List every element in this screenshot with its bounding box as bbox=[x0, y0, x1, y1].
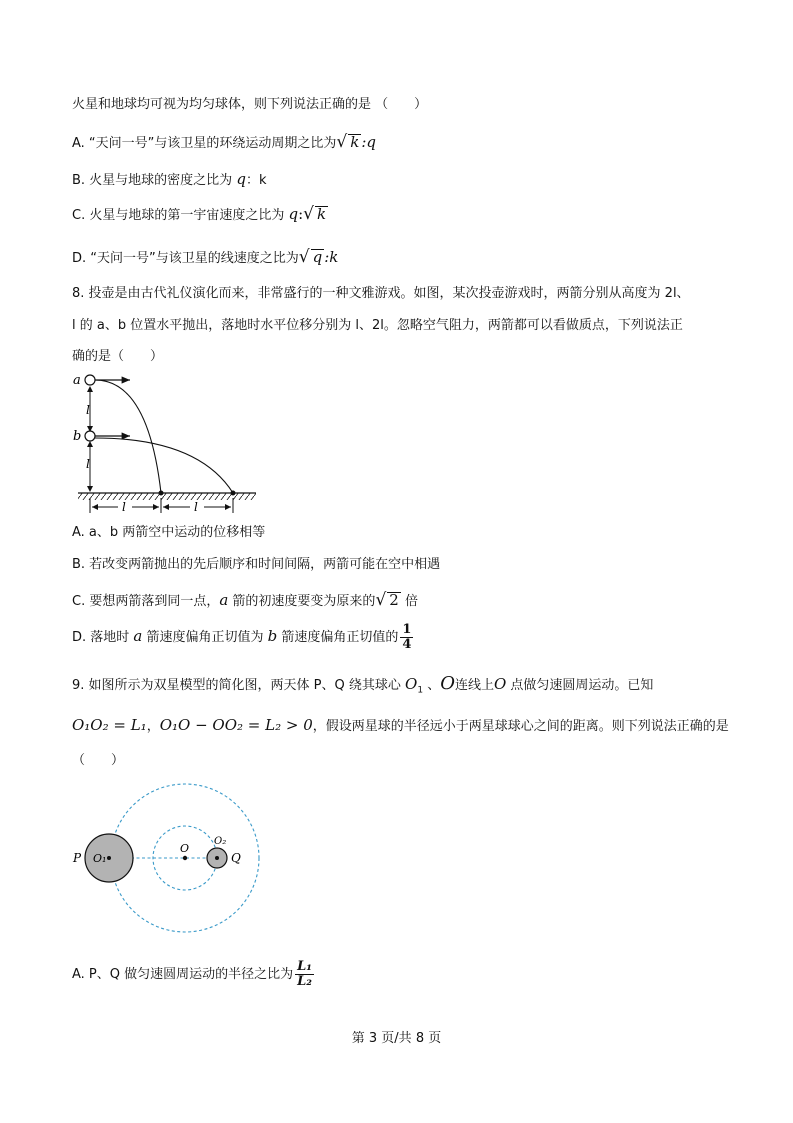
question-intro: 火星和地球均可视为均匀球体，则下列说法正确的是 （ ） bbox=[72, 97, 428, 112]
q7-b-rest: ：k bbox=[245, 173, 267, 188]
q9-o1: O bbox=[405, 675, 418, 693]
q7-a-text: A. “天问一号”与该卫星的环绕运动周期之比为 bbox=[72, 136, 337, 151]
q8-d-var1: a bbox=[133, 627, 143, 645]
q7-a-radicand: k bbox=[350, 133, 360, 151]
q7-option-c bbox=[72, 205, 328, 225]
q8-fig-l-lower: l bbox=[86, 457, 90, 471]
q7-d-radicand: q bbox=[312, 248, 323, 266]
q9-eq1: O₁O₂ = L₁ bbox=[72, 716, 147, 734]
fraction-numerator: L₁ bbox=[297, 959, 312, 974]
q9-stem-line2 bbox=[72, 716, 729, 736]
q9-fig-O1: O₁ bbox=[93, 852, 107, 865]
q8-c-radicand: 2 bbox=[389, 591, 399, 609]
q7-b-text: B. 火星与地球的密度之比为 bbox=[72, 173, 237, 188]
q9-a-text: A. P、Q 做匀速圆周运动的半径之比为 bbox=[72, 967, 294, 982]
q8-option-b: B. 若改变两箭抛出的先后顺序和时间间隔，两箭可能在空中相遇 bbox=[72, 557, 441, 572]
q7-option-d bbox=[72, 248, 338, 268]
q9-fig-P: P bbox=[73, 851, 82, 865]
q8-c-var: a bbox=[219, 591, 229, 609]
sqrt-sign: √ bbox=[375, 590, 387, 610]
q9-eq-sep: ， bbox=[146, 719, 160, 734]
fraction-numerator: 1 bbox=[402, 622, 412, 637]
q7-b-var: q bbox=[236, 170, 246, 188]
q7-c-radicand: k bbox=[317, 205, 327, 223]
q8-c-mid: 箭的初速度要变为原来的 bbox=[228, 594, 376, 609]
q8-option-d bbox=[72, 623, 413, 652]
q8-projectile-figure bbox=[68, 368, 268, 518]
q8-d-rest: 箭速度偏角正切值的 bbox=[277, 630, 399, 645]
q8-option-a: A. a、b 两箭空中运动的位移相等 bbox=[72, 525, 266, 540]
q8-d-mid: 箭速度偏角正切值为 bbox=[142, 630, 268, 645]
q8-fig-label-b: b bbox=[73, 429, 82, 444]
q9-sep: 、 bbox=[423, 678, 441, 693]
q8-fig-l-right: l bbox=[194, 500, 198, 514]
q9-fig-O: O bbox=[180, 842, 190, 855]
q9-stem-line3: （ ） bbox=[72, 753, 125, 768]
q9-line2-text: ，假设两星球的半径远小于两星球球心之间的距离。则下列说法正确的是 bbox=[312, 719, 729, 734]
q7-a-rest: :q bbox=[361, 133, 376, 151]
sqrt-sign: √ bbox=[336, 132, 348, 152]
q9-a-fraction bbox=[295, 960, 314, 989]
q9-binary-star-figure bbox=[68, 782, 268, 942]
q9-o2: O bbox=[440, 673, 455, 694]
q7-d-rest: :k bbox=[324, 248, 339, 266]
q8-c-rest: 倍 bbox=[400, 594, 418, 609]
q8-stem-line1: 8. 投壶是由古代礼仪演化而来，非常盛行的一种文雅游戏。如图，某次投壶游戏时，两箭分别从高度为 2l、 bbox=[72, 286, 690, 301]
sqrt-sign: √ bbox=[303, 204, 314, 224]
page-footer: 第 3 页/共 8 页 bbox=[351, 1031, 442, 1046]
fraction-denominator: 4 bbox=[402, 637, 412, 652]
q8-c-text: C. 要想两箭落到同一点， bbox=[72, 594, 220, 609]
q9-post: 点做匀速圆周运动。已知 bbox=[506, 678, 654, 693]
sqrt-sign: √ bbox=[298, 247, 310, 267]
q7-option-a bbox=[72, 133, 376, 153]
q8-d-text: D. 落地时 bbox=[72, 630, 134, 645]
q8-stem-line3: 确的是（ ） bbox=[72, 349, 164, 364]
q7-d-text: D. “天问一号”与该卫星的线速度之比为 bbox=[72, 251, 299, 266]
q9-stem-text: 9. 如图所示为双星模型的简化图，两天体 P、Q 绕其球心 bbox=[72, 678, 406, 693]
q8-d-fraction bbox=[400, 623, 413, 652]
q8-d-var2: b bbox=[267, 627, 278, 645]
q9-option-a bbox=[72, 960, 314, 989]
fraction-denominator: L₂ bbox=[297, 974, 312, 989]
q9-stem-line1 bbox=[72, 675, 653, 700]
q9-eq2: O₁O − OO₂ = L₂ > 0 bbox=[159, 716, 313, 734]
q9-o: O bbox=[493, 675, 507, 693]
q9-o1-sub: 1 bbox=[417, 685, 424, 696]
q8-fig-label-a: a bbox=[73, 373, 81, 388]
q9-fig-O2: O₂ bbox=[214, 836, 227, 847]
q8-stem-line2: l 的 a、b 位置水平抛出，落地时水平位移分别为 l、2l。忽略空气阻力，两箭都可以看做质点，下列说法正 bbox=[72, 318, 683, 333]
q9-mid: 连线上 bbox=[454, 678, 494, 693]
q8-fig-l-left: l bbox=[122, 500, 126, 514]
q8-option-c bbox=[72, 591, 418, 611]
q9-fig-Q: Q bbox=[231, 851, 241, 865]
q7-c-colon: : bbox=[298, 205, 304, 223]
q7-c-var: q bbox=[288, 205, 299, 223]
q7-c-text: C. 火星与地球的第一宇宙速度之比为 bbox=[72, 208, 289, 223]
q8-fig-l-upper: l bbox=[86, 403, 90, 417]
q7-option-b bbox=[72, 170, 266, 190]
